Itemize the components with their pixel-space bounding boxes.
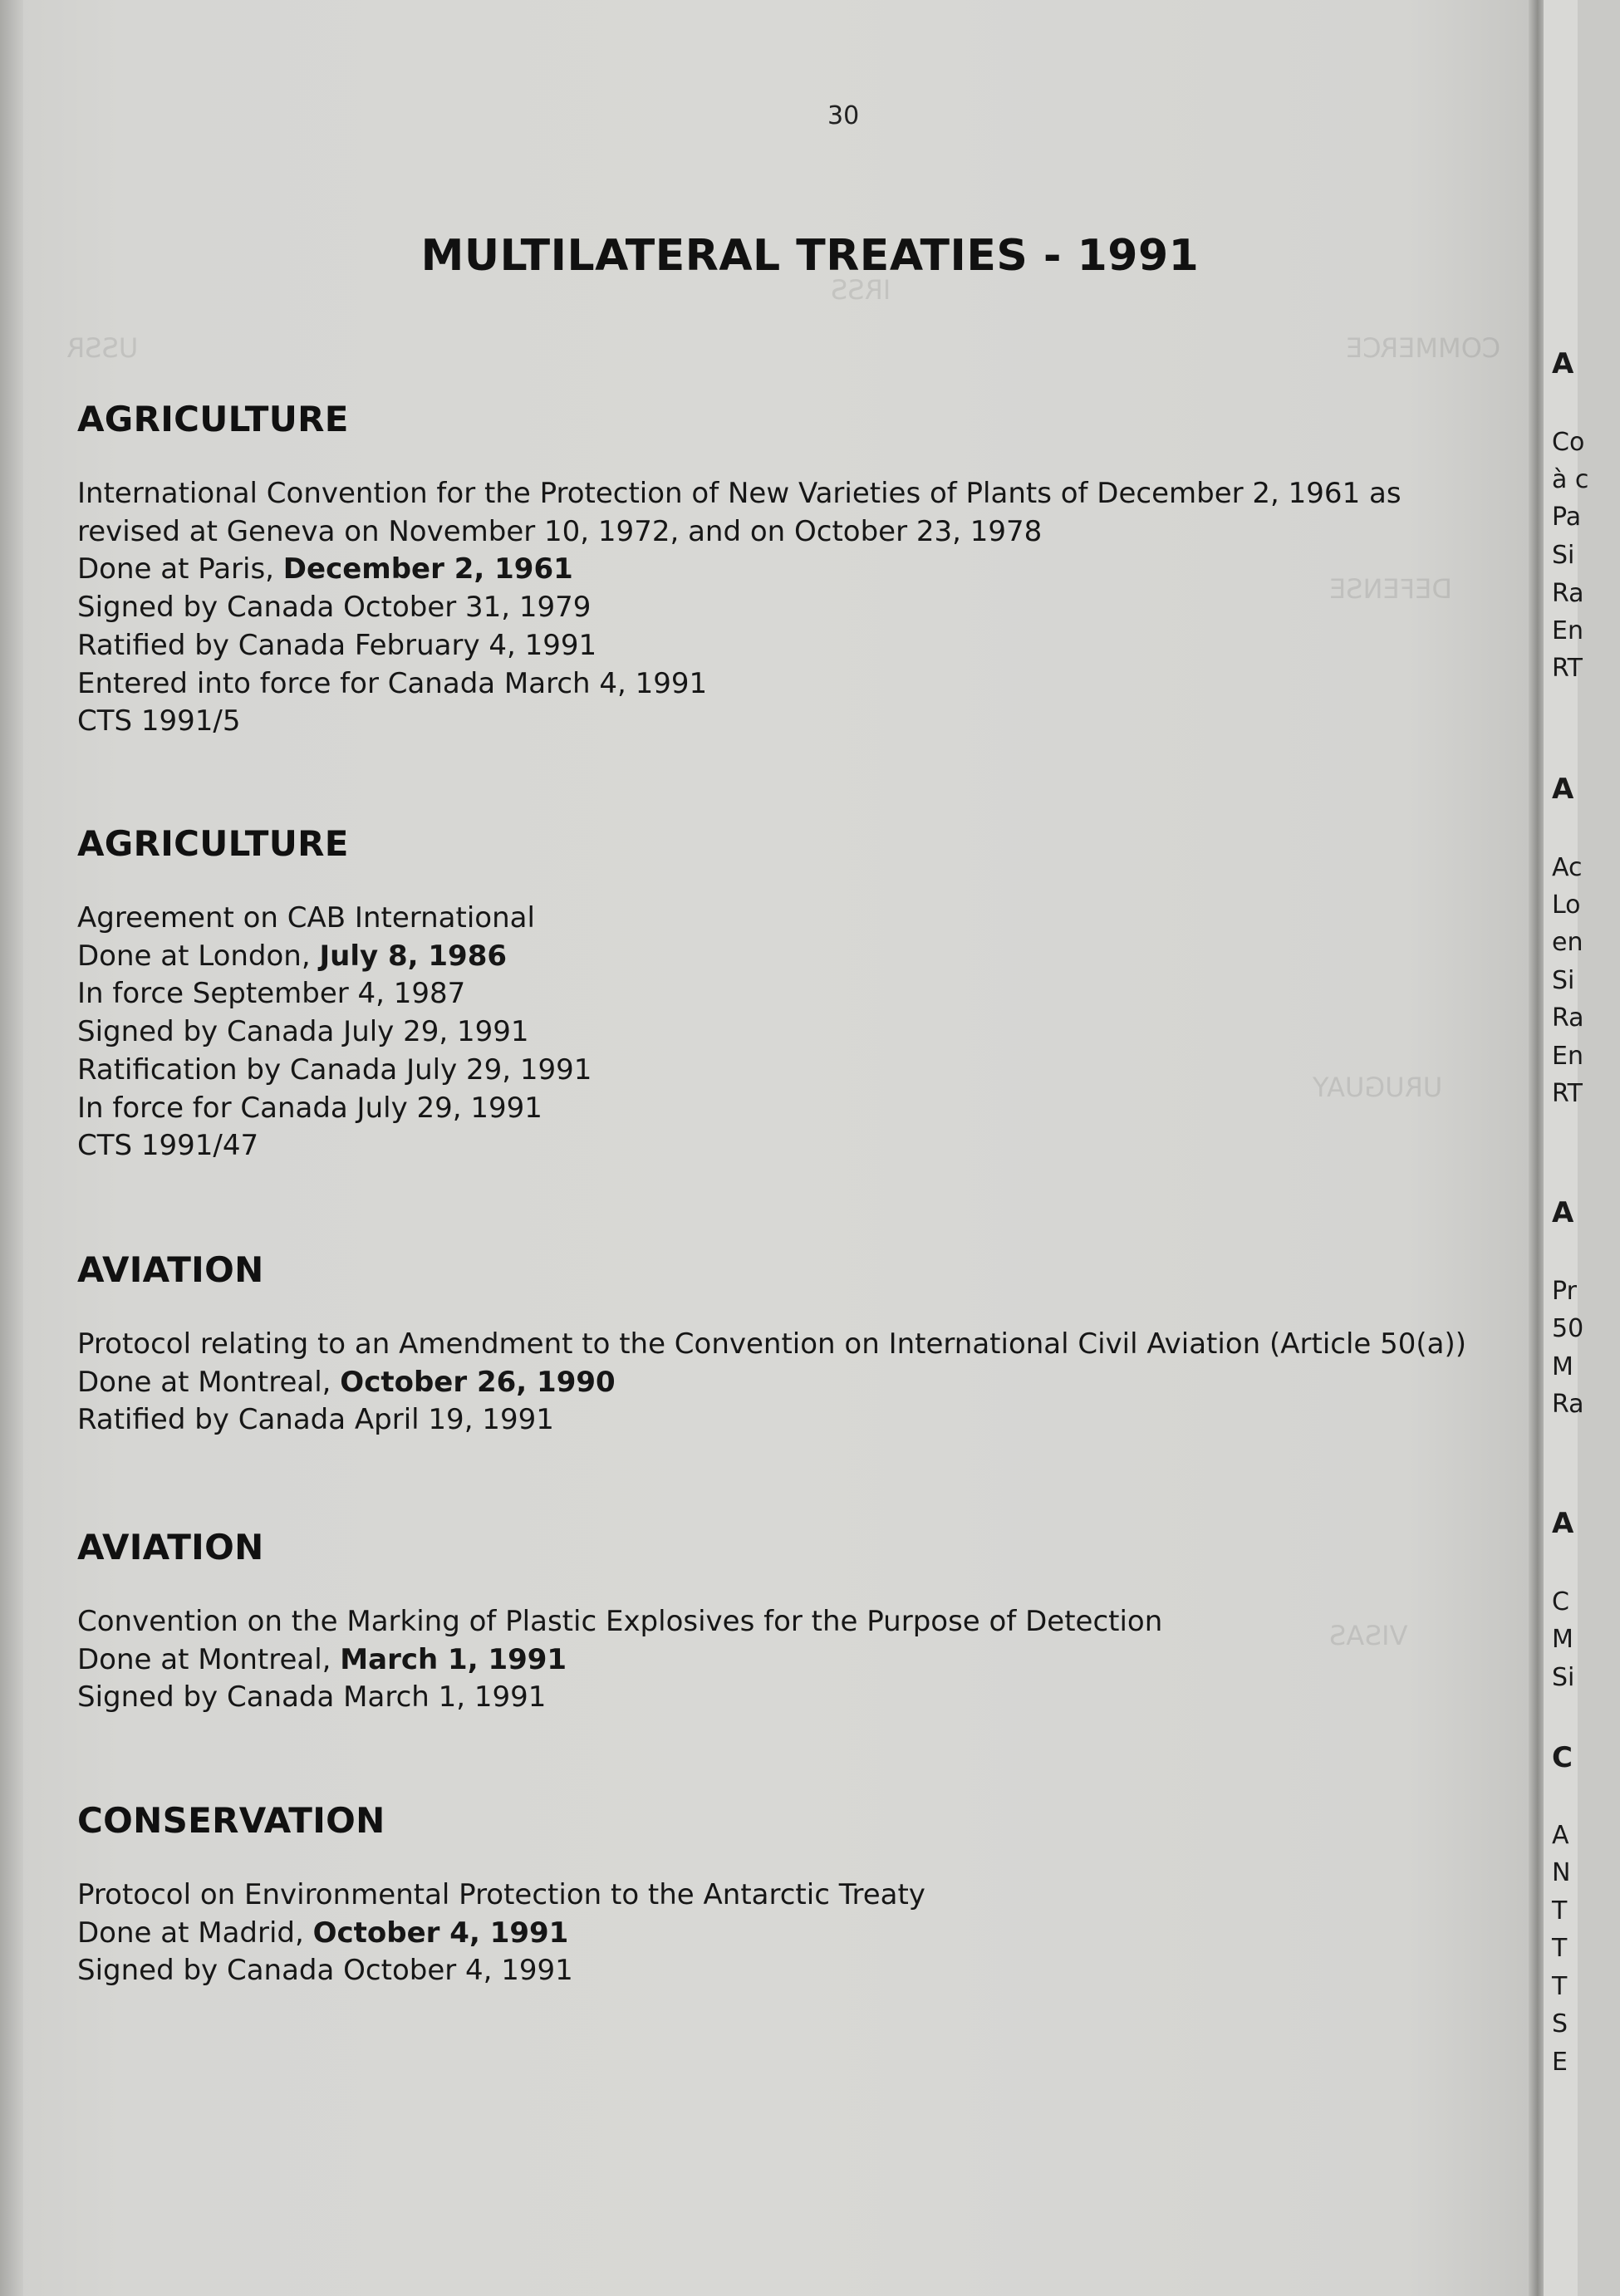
next-page-fragment: S: [1552, 2009, 1568, 2038]
done-at-place: Done at London,: [77, 939, 320, 973]
next-page-fragment: RT: [1552, 654, 1583, 683]
treaty-section: [77, 1800, 1523, 1990]
next-page-fragment: Pa: [1552, 503, 1582, 532]
done-at-line: [77, 551, 1523, 589]
treaty-title-line: Protocol on Environmental Protection to the Antarctic Treaty: [77, 1878, 925, 1911]
status-line: Signed by Canada October 4, 1991: [77, 1954, 573, 1988]
section-heading: AGRICULTURE: [77, 399, 349, 439]
next-page-fragment: E: [1552, 2048, 1568, 2077]
page-number: 30: [827, 101, 860, 130]
page-title: MULTILATERAL TREATIES - 1991: [420, 231, 1200, 281]
treaty-title-line: Convention on the Marking of Plastic Explosives for the Purpose of Detection: [77, 1605, 1163, 1638]
done-at-date: October 4, 1991: [312, 1916, 569, 1950]
next-page-fragment: C: [1552, 1741, 1573, 1774]
treaty-title-line: International Convention for the Protection of New Varieties of Plants of December 2, 1961 as: [77, 477, 1402, 510]
bleed-through-text: COMMERCE: [1346, 332, 1501, 364]
section-heading: AVIATION: [77, 1527, 264, 1567]
done-at-line: [77, 938, 1523, 976]
next-page-fragment: Co: [1552, 428, 1585, 457]
next-page-fragment: 50: [1552, 1314, 1584, 1343]
cts-reference: CTS 1991/5: [77, 704, 241, 738]
next-page-fragment: M: [1552, 1625, 1573, 1654]
done-at-place: Done at Montreal,: [77, 1365, 341, 1399]
treaty-section: [77, 823, 1523, 1165]
next-page-fragment: Ra: [1552, 579, 1584, 608]
book-gutter: [1529, 0, 1544, 2296]
next-page-fragment: M: [1552, 1352, 1573, 1381]
next-page-fragment: Ra: [1552, 1003, 1584, 1033]
next-page-fragment: Si: [1552, 1663, 1575, 1692]
done-at-place: Done at Paris,: [77, 552, 283, 586]
done-at-line: [77, 1364, 1523, 1402]
done-at-date: July 8, 1986: [319, 939, 508, 973]
treaty-section: [77, 1527, 1523, 1717]
status-line: Signed by Canada July 29, 1991: [77, 1015, 529, 1049]
next-page-fragment: C: [1552, 1587, 1569, 1617]
treaty-section: [77, 1249, 1523, 1440]
status-line: Signed by Canada October 31, 1979: [77, 591, 592, 625]
next-page-fragment: Si: [1552, 966, 1575, 995]
status-line: Ratified by Canada April 19, 1991: [77, 1403, 554, 1437]
next-page-fragment: A: [1552, 1821, 1569, 1850]
next-page-fragment: T: [1552, 1896, 1568, 1926]
bleed-through-text: URUGUAY: [1313, 1072, 1443, 1103]
next-page-fragment: Si: [1552, 541, 1575, 570]
bleed-through-text: DEFENSE: [1329, 573, 1452, 605]
next-page-fragment: Pr: [1552, 1277, 1577, 1306]
bleed-through-text: VISAS: [1329, 1620, 1408, 1651]
done-at-date: March 1, 1991: [340, 1642, 567, 1676]
treaty-title-line: Agreement on CAB International: [77, 901, 535, 935]
next-page-fragment: A: [1552, 773, 1574, 806]
done-at-place: Done at Madrid,: [77, 1916, 313, 1950]
bleed-through-text: IRSS: [831, 274, 891, 306]
next-page-fragment: RT: [1552, 1079, 1583, 1108]
next-page-fragment: N: [1552, 1858, 1571, 1887]
status-line: Entered into force for Canada March 4, 1991: [77, 666, 708, 700]
treaty-title-line: Protocol relating to an Amendment to the Convention on International Civil Aviation (Article 50(a)): [77, 1327, 1467, 1361]
next-page-fragment: T: [1552, 1972, 1568, 2001]
next-page-fragment: en: [1552, 928, 1583, 957]
cts-reference: CTS 1991/47: [77, 1129, 259, 1163]
bleed-through-text: USSR: [66, 332, 139, 364]
next-page-fragment: A: [1552, 1196, 1574, 1229]
next-page-fragment: En: [1552, 616, 1583, 645]
treaty-section: [77, 399, 1523, 741]
status-line: In force September 4, 1987: [77, 977, 466, 1011]
next-page-fragment: Lo: [1552, 890, 1581, 920]
next-page-fragment: Ac: [1552, 853, 1583, 882]
done-at-date: October 26, 1990: [340, 1365, 616, 1399]
next-page-fragment: T: [1552, 1934, 1568, 1963]
done-at-line: [77, 1641, 1523, 1680]
status-line: In force for Canada July 29, 1991: [77, 1091, 542, 1125]
done-at-line: [77, 1915, 1523, 1953]
next-page-fragment: Ra: [1552, 1390, 1584, 1419]
page-left-edge: [0, 0, 23, 2296]
next-page-fragment: à c: [1552, 465, 1589, 494]
section-heading: AGRICULTURE: [77, 823, 349, 864]
next-page-fragment: En: [1552, 1042, 1583, 1071]
next-page-edge: [1544, 0, 1589, 2296]
status-line: Ratification by Canada July 29, 1991: [77, 1052, 592, 1087]
done-at-date: December 2, 1961: [282, 552, 573, 586]
section-heading: CONSERVATION: [77, 1800, 385, 1841]
done-at-place: Done at Montreal,: [77, 1642, 341, 1676]
status-line: Signed by Canada March 1, 1991: [77, 1680, 547, 1715]
treaty-title-line: revised at Geneva on November 10, 1972, and on October 23, 1978: [77, 514, 1043, 548]
next-page-fragment: A: [1552, 347, 1574, 380]
status-line: Ratified by Canada February 4, 1991: [77, 628, 597, 662]
section-heading: AVIATION: [77, 1249, 264, 1290]
next-page-fragment: A: [1552, 1507, 1574, 1540]
